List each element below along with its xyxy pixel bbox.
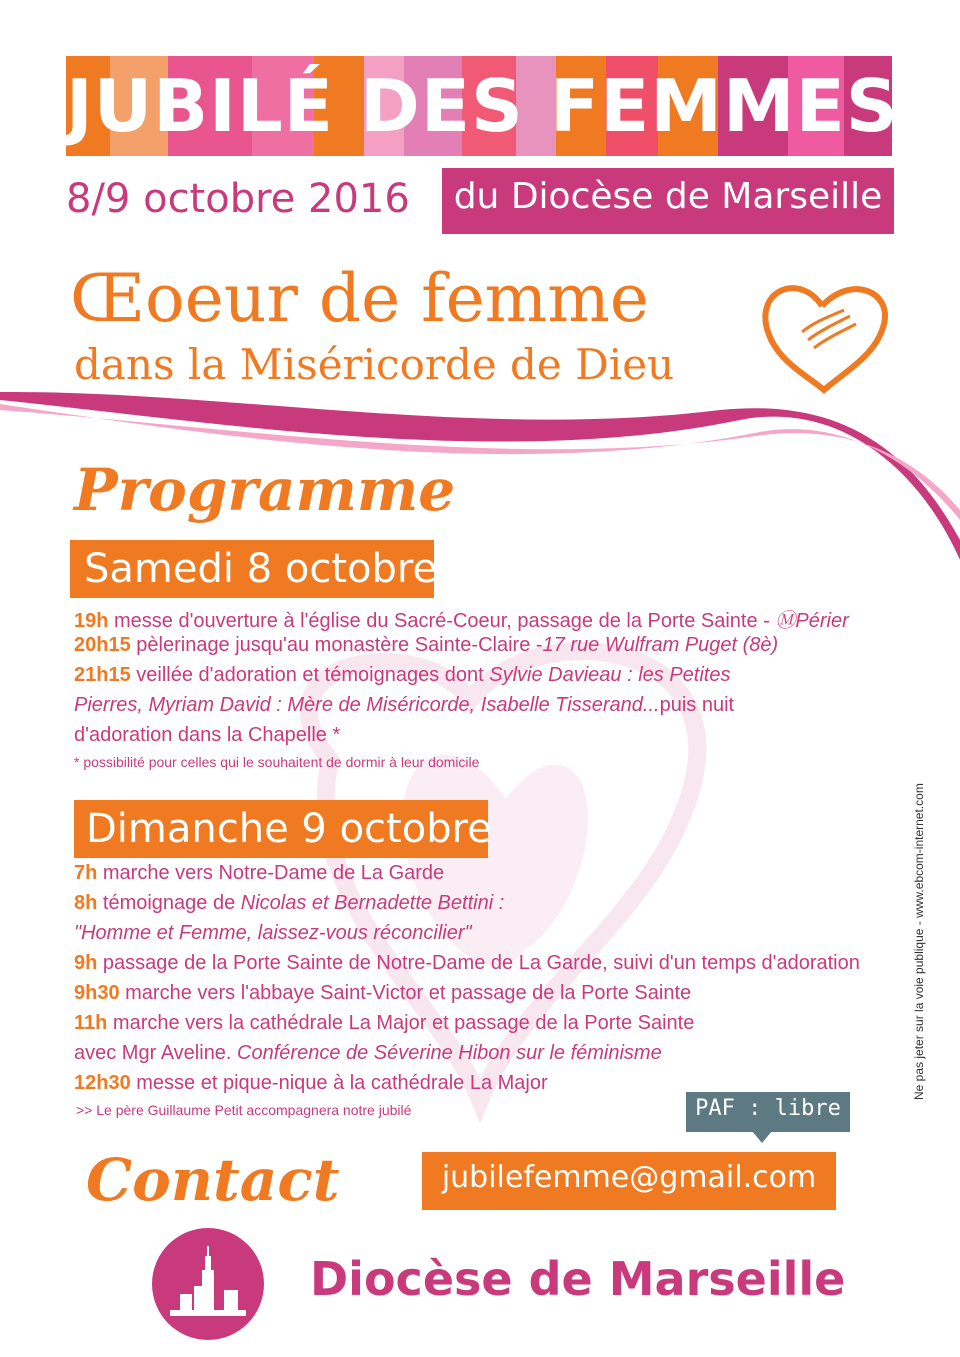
program-line: 9h30 marche vers l'abbaye Saint-Victor et passage de la Porte Sainte <box>74 982 692 1004</box>
program-line: 19h messe d'ouverture à l'église du Sacré-Coeur, passage de la Porte Sainte - ⓂPérier <box>74 610 849 632</box>
program-line: 9h passage de la Porte Sainte de Notre-Dame de La Garde, suivi d'un temps d'adoration <box>74 952 860 974</box>
diocese-banner-text: du Diocèse de Marseille <box>453 176 883 217</box>
contact-email[interactable]: jubilefemme@gmail.com <box>441 1160 817 1195</box>
program-line: 20h15 pèlerinage jusqu'au monastère Sainte-Claire -17 rue Wulfram Puget (8è) <box>74 634 779 656</box>
program-line: 8h témoignage de Nicolas et Bernadette Bettini : <box>74 892 505 914</box>
sunday-note: >> Le père Guillaume Petit accompagnera notre jubilé <box>76 1102 412 1118</box>
footer-diocese-name: Diocèse de Marseille <box>310 1252 846 1306</box>
theme-subtitle: dans la Miséricorde de Dieu <box>74 340 675 389</box>
program-line: d'adoration dans la Chapelle * <box>74 724 341 746</box>
theme-title: Œoeur de femme <box>70 260 649 337</box>
saturday-note: * possibilité pour celles qui le souhaitent de dormir à leur domicile <box>74 754 480 770</box>
watermark-hands-icon <box>376 736 611 984</box>
event-date: 8/9 octobre 2016 <box>66 176 410 222</box>
program-line: 21h15 veillée d'adoration et témoignages dont Sylvie Davieau : les Petites <box>74 664 731 686</box>
side-disclaimer: Ne pas jeter sur la voie publique - www.ebcom-internet.com <box>912 783 926 1100</box>
title-banner <box>66 56 899 156</box>
contact-heading: Contact <box>86 1146 340 1214</box>
program-line: Pierres, Myriam David : Mère de Miséricorde, Isabelle Tisserand...puis nuit <box>74 694 735 716</box>
diocese-logo-icon <box>150 1226 266 1342</box>
page-title: JUBILÉ DES FEMMES <box>66 64 899 148</box>
paf-label: PAF : libre <box>695 1096 841 1121</box>
sunday-title: Dimanche 9 octobre <box>86 806 492 852</box>
program-line: 7h marche vers Notre-Dame de La Garde <box>74 862 445 884</box>
paf-bubble-tail <box>752 1131 772 1143</box>
program-line: "Homme et Femme, laissez-vous réconcilier" <box>74 922 472 944</box>
programme-heading: Programme <box>74 456 456 524</box>
heart-hands-icon <box>760 276 890 394</box>
program-line: 11h marche vers la cathédrale La Major et passage de la Porte Sainte <box>74 1012 695 1034</box>
program-line: 12h30 messe et pique-nique à la cathédrale La Major <box>74 1072 548 1094</box>
program-line: avec Mgr Aveline. Conférence de Séverine Hibon sur le féminisme <box>74 1042 662 1064</box>
saturday-title: Samedi 8 octobre <box>84 546 438 592</box>
